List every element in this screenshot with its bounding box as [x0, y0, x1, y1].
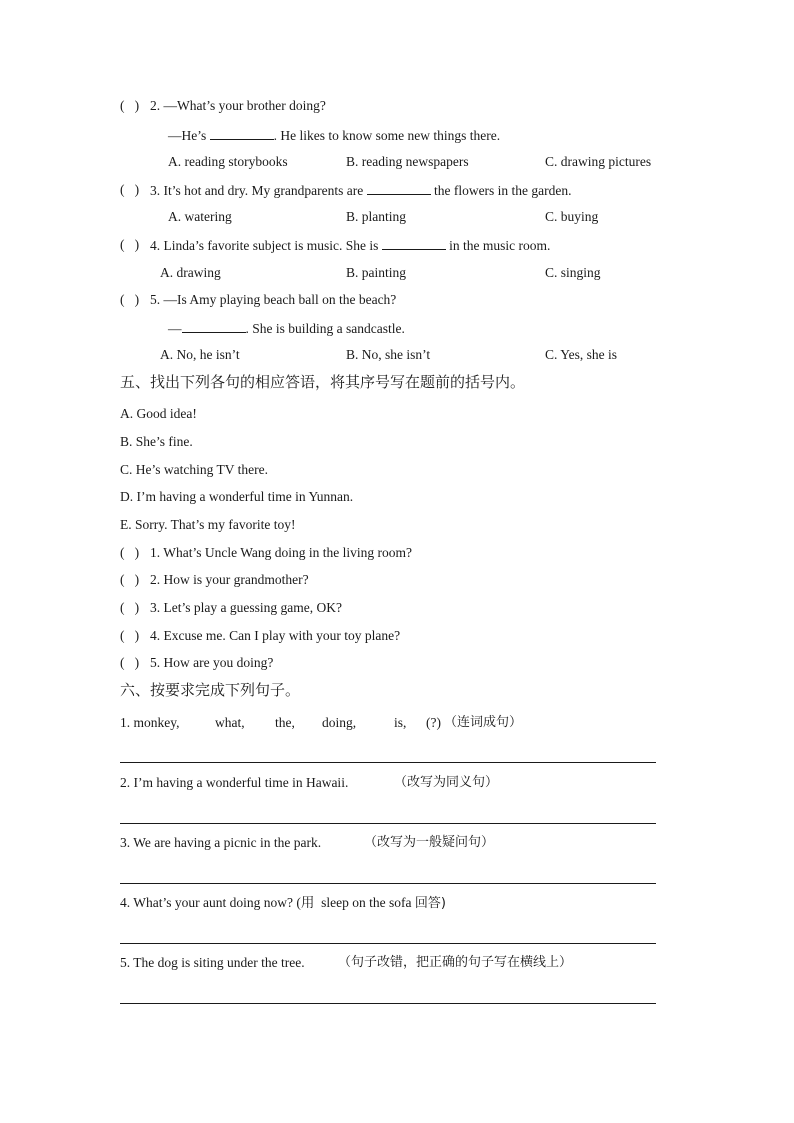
answer-parenthesis[interactable]: ( ) — [120, 292, 140, 307]
answer-line[interactable] — [120, 1003, 656, 1004]
question-text: 2. —What’s your brother doing? — [150, 98, 326, 113]
answer-option: E. Sorry. That’s my favorite toy! — [120, 517, 296, 532]
word-item: 1. monkey, — [120, 715, 180, 730]
option-a: A. drawing — [160, 265, 221, 280]
question-text: 4. Linda’s favorite subject is music. She is in the music room. — [150, 238, 551, 253]
question-text: 4. Excuse me. Can I play with your toy plane? — [150, 628, 401, 643]
question-text: 5. The dog is siting under the tree. — [120, 955, 305, 970]
instruction-text: （句子改错，把正确的句子写在横线上） — [338, 955, 573, 970]
question-text: 4. What’s your aunt doing now? (用 sleep on the sofa 回答) — [120, 895, 446, 911]
question-text: 3. Let’s play a guessing game, OK? — [150, 600, 342, 615]
word-item: is, — [394, 715, 407, 730]
question-text: 5. —Is Amy playing beach ball on the beach? — [150, 292, 397, 307]
word-item: doing, — [322, 715, 357, 730]
section5-heading: 五、找出下列各句的相应答语，将其序号写在题前的括号内。 — [120, 373, 526, 391]
option-c: C. drawing pictures — [545, 154, 652, 169]
option-b: B. painting — [346, 265, 406, 280]
question-text: 1. What’s Uncle Wang doing in the living room? — [150, 545, 412, 560]
instruction-text: （改写为同义句） — [394, 775, 499, 790]
option-c: C. Yes, she is — [545, 347, 618, 362]
option-c: C. singing — [545, 265, 601, 280]
answer-option: A. Good idea! — [120, 406, 197, 421]
fill-in-blank[interactable] — [382, 237, 446, 250]
answer-parenthesis[interactable]: ( ) — [120, 572, 140, 587]
fill-in-blank[interactable] — [210, 127, 274, 140]
option-c: C. buying — [545, 209, 599, 224]
answer-parenthesis[interactable]: ( ) — [120, 545, 140, 560]
instruction-text: 回答) — [414, 896, 446, 911]
word-item: (?) — [426, 715, 441, 730]
answer-parenthesis[interactable]: ( ) — [120, 237, 140, 252]
question-text: 3. It’s hot and dry. My grandparents are the flowers in the garden. — [150, 183, 572, 198]
answer-line[interactable] — [120, 823, 656, 824]
instruction-text: （改写为一般疑问句） — [364, 835, 495, 850]
fill-in-blank[interactable] — [367, 182, 431, 195]
option-a: A. No, he isn’t — [160, 347, 240, 362]
question-text: 2. How is your grandmother? — [150, 572, 309, 587]
answer-parenthesis[interactable]: ( ) — [120, 98, 140, 113]
word-item: the, — [275, 715, 295, 730]
answer-option: C. He’s watching TV there. — [120, 462, 268, 477]
word-item: what, — [215, 715, 245, 730]
answer-option: B. She’s fine. — [120, 434, 193, 449]
question-text: 3. We are having a picnic in the park. — [120, 835, 322, 850]
answer-line[interactable] — [120, 762, 656, 763]
answer-parenthesis[interactable]: ( ) — [120, 628, 140, 643]
option-a: A. reading storybooks — [168, 154, 288, 169]
section6-heading: 六、按要求完成下列句子。 — [120, 681, 301, 699]
answer-parenthesis[interactable]: ( ) — [120, 600, 140, 615]
question-text: 5. How are you doing? — [150, 655, 274, 670]
hint-text: sleep on the sofa — [321, 895, 412, 910]
answer-parenthesis[interactable]: ( ) — [120, 655, 140, 670]
option-b: B. reading newspapers — [346, 154, 469, 169]
question-reply: —He’s . He likes to know some new things there. — [168, 128, 501, 143]
question-text: 2. I’m having a wonderful time in Hawaii. — [120, 775, 349, 790]
answer-line[interactable] — [120, 943, 656, 944]
question-reply: — . She is building a sandcastle. — [168, 321, 405, 336]
instruction-text: （连词成句） — [444, 715, 523, 730]
option-a: A. watering — [168, 209, 232, 224]
option-b: B. planting — [346, 209, 406, 224]
answer-parenthesis[interactable]: ( ) — [120, 182, 140, 197]
answer-line[interactable] — [120, 883, 656, 884]
fill-in-blank[interactable] — [182, 320, 246, 333]
option-b: B. No, she isn’t — [346, 347, 431, 362]
answer-option: D. I’m having a wonderful time in Yunnan. — [120, 489, 354, 504]
